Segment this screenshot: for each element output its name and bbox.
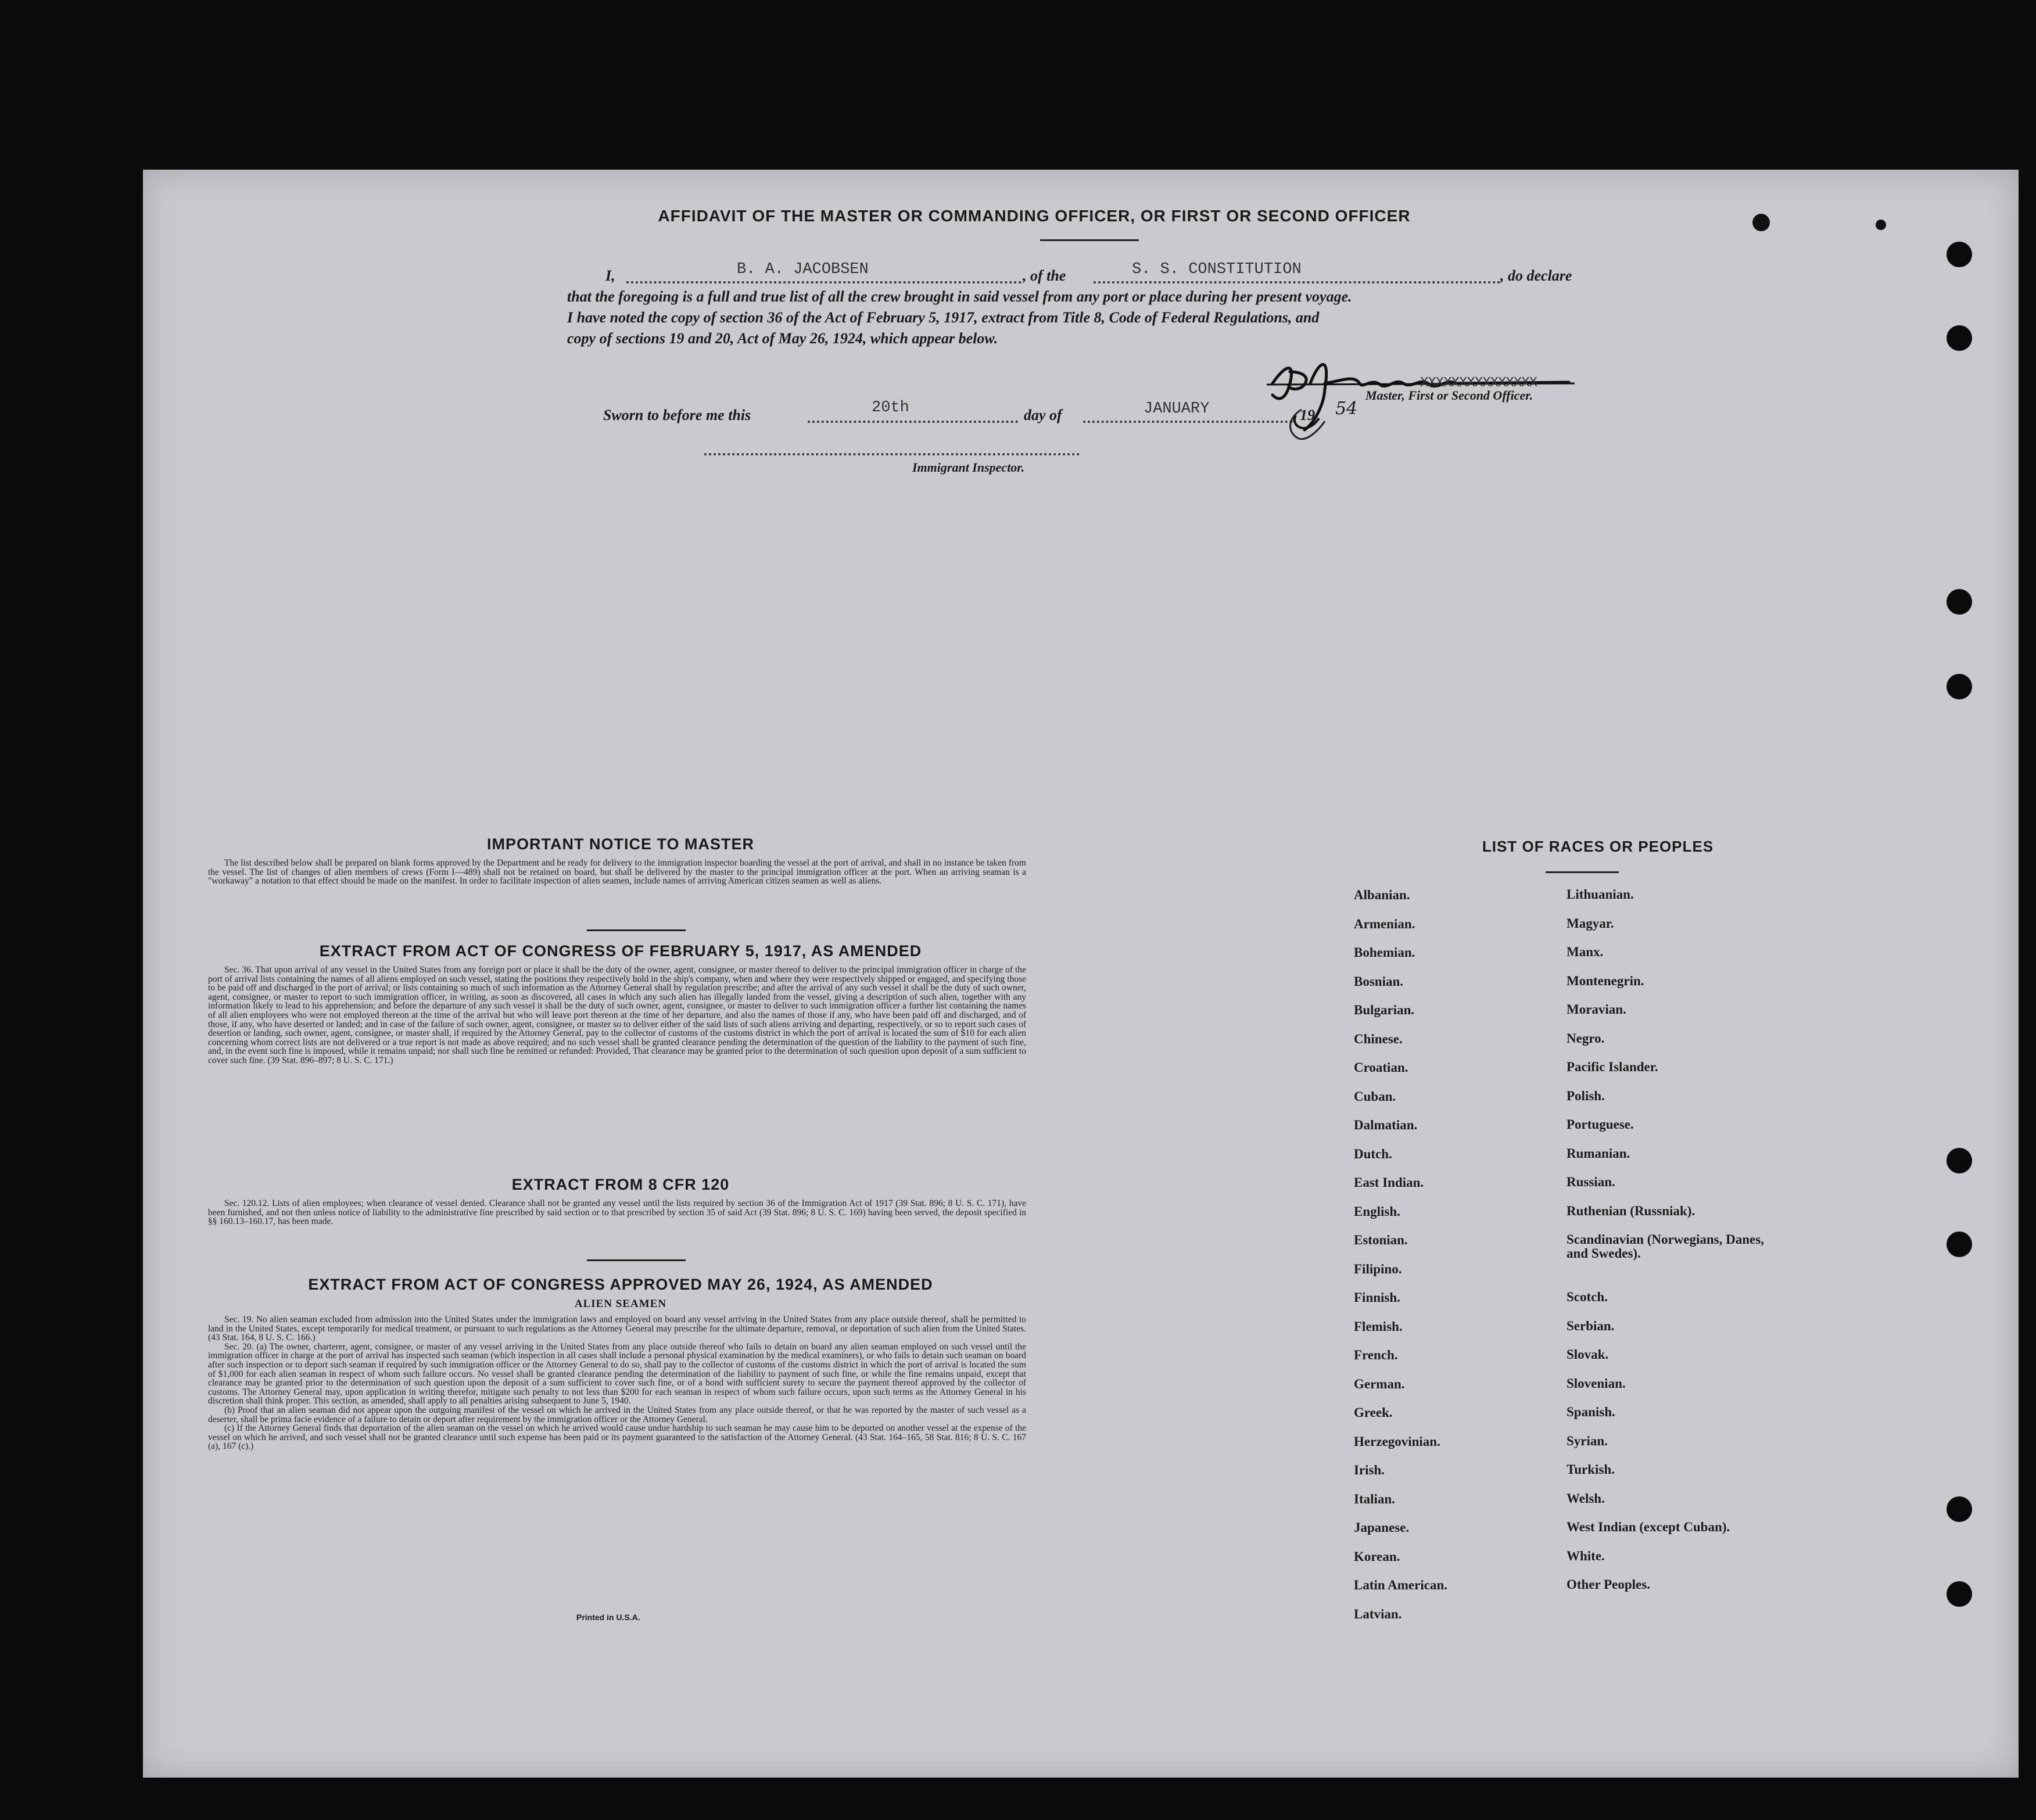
extract1-body <box>208 965 1026 1065</box>
notice-title: IMPORTANT NOTICE TO MASTER <box>487 835 754 853</box>
binder-hole <box>1947 674 1972 699</box>
sworn-month: JANUARY <box>1144 400 1210 418</box>
race-item: Armenian. <box>1354 916 1415 931</box>
race-item: Greek. <box>1354 1405 1393 1420</box>
extract3-subtitle: ALIEN SEAMEN <box>574 1298 667 1310</box>
race-item: Spanish. <box>1567 1405 1615 1419</box>
binder-hole <box>1947 1496 1972 1522</box>
affidavit-line-3: I have noted the copy of section 36 of the Act of February 5, 1917, extract from Title 8, Code of Federal Regulations, and <box>567 309 1320 326</box>
struck-typed-text: XXXXXXXXXXXXXXX <box>1420 375 1537 391</box>
race-item: Dalmatian. <box>1354 1118 1418 1132</box>
extract2-paragraph: Sec. 120.12. Lists of alien employees; when clearance of vessel denied. Clearance shall not be granted any vessel until the lists required by section 36 of the Immigration Act of 1917 (39 Stat. 896; 8 U. S. C. 171), have been furnished, and not then unless notice of liability to the administrative fine prescribed by said section or to that prescribed by section 35 of said Act (39 Stat. 896; 8 U. S. C. 169) having been served, the deposit specified in §§ 160.13–160.17, has been made. <box>208 1198 1026 1227</box>
race-item: Scandinavian (Norwegians, Danes, and Swedes). <box>1567 1232 1764 1261</box>
race-item: French. <box>1354 1348 1398 1362</box>
race-item: White. <box>1567 1548 1605 1563</box>
do-declare-label: , do declare <box>1500 267 1572 284</box>
binder-hole <box>1947 1581 1972 1607</box>
race-item: Korean. <box>1354 1549 1400 1564</box>
binder-hole <box>1947 325 1972 351</box>
race-item: English. <box>1354 1204 1400 1219</box>
races-rule <box>1546 871 1619 873</box>
vessel-name: S. S. CONSTITUTION <box>1132 261 1302 278</box>
race-item: Lithuanian. <box>1567 887 1634 902</box>
ink-blot <box>1752 214 1770 231</box>
notice-body <box>208 859 1026 886</box>
inspector-signature-line <box>704 453 1080 455</box>
race-item: Portuguese. <box>1567 1117 1634 1132</box>
race-item: Polish. <box>1567 1088 1605 1103</box>
inspector-label: Immigrant Inspector. <box>912 460 1025 475</box>
race-item: Other Peoples. <box>1567 1577 1650 1592</box>
race-item: Scotch. <box>1567 1290 1608 1304</box>
race-item: Manx. <box>1567 945 1604 959</box>
race-item: Negro. <box>1567 1031 1605 1046</box>
race-item: Turkish. <box>1567 1462 1615 1477</box>
sworn-day: 20th <box>872 399 909 417</box>
extract3-paragraph-4: (c) If the Attorney General finds that deportation of the alien seaman on the vessel on which he arrived would cause undue hardship to such seaman he may cause him to be deported on another vessel at the expense of the vessel on which he arrived, and such vessel shall not be granted clearance until such expense has been paid or its payment guaranteed to the satisfaction of the Attorney General. (43 Stat. 164–165, 58 Stat. 816; 8 U. S. C. 167 (a), 167 (c).) <box>208 1423 1026 1452</box>
race-item: Albanian. <box>1354 888 1410 902</box>
sworn-month-line <box>1083 421 1292 423</box>
race-item: Moravian. <box>1567 1002 1626 1017</box>
race-item: Bosnian. <box>1354 974 1404 989</box>
race-item: Dutch. <box>1354 1146 1392 1161</box>
race-item: Russian. <box>1567 1175 1615 1189</box>
race-item: East Indian. <box>1354 1175 1424 1190</box>
race-item: Cuban. <box>1354 1089 1396 1104</box>
race-item: Estonian. <box>1354 1233 1408 1247</box>
signer-title: Master, First or Second Officer. <box>1365 388 1533 403</box>
master-name-line <box>626 281 1021 283</box>
race-item: Latin American. <box>1354 1578 1447 1592</box>
vessel-name-line <box>1094 281 1500 283</box>
master-name: B. A. JACOBSEN <box>737 261 869 278</box>
year-prefix: , 19 <box>1292 407 1315 423</box>
extract2-body <box>208 1199 1026 1226</box>
race-item: West Indian (except Cuban). <box>1567 1520 1730 1534</box>
extract2-title: EXTRACT FROM 8 CFR 120 <box>511 1176 730 1193</box>
ink-blot <box>1876 220 1886 230</box>
race-item: Bulgarian. <box>1354 1003 1415 1017</box>
race-item: Irish. <box>1354 1463 1385 1477</box>
race-item: Chinese. <box>1354 1031 1403 1046</box>
race-item: Herzegovinian. <box>1354 1434 1440 1449</box>
sworn-day-line <box>808 421 1018 423</box>
affidavit-i-label: I, <box>605 267 615 284</box>
race-item: Rumanian. <box>1567 1146 1630 1161</box>
extract3-body <box>208 1315 1026 1451</box>
race-item: Slovenian. <box>1567 1376 1626 1391</box>
binder-hole <box>1947 1148 1972 1173</box>
race-item: German. <box>1354 1376 1405 1391</box>
extract1-paragraph: Sec. 36. That upon arrival of any vessel in the United States from any foreign port or place it shall be the duty of the owner, agent, consignee, or master thereof to deliver to the principal immigration officer in charge of the port of arrival lists containing the names of all aliens employed on such vessel, stating the positions they respectively hold in the ship's company, when and where they were respectively shipped or engaged, and specifying those to be paid off and discharged in the port of arrival; or lists containing so much of such information as the Attorney General shall by regulation prescribe; and after the arrival of any such vessel it shall be the duty of such owner, agent, consignee, or master to report to such immigration officer, in writing, as soon as discovered, all cases in which any such alien has illegally landed from the vessel, giving a description of such alien, together with any information likely to lead to his apprehension; and before the departure of any such vessel it shall be the duty of such owner, agent, consignee, or master to deliver to such immigration officer a further list containing the names of all alien employees who were not employed thereon at the time of the arrival but who will leave port thereon at the time of her departure, and also the names of those if any, who have been paid off and discharged, and of those, if any, who have deserted or landed; and in case of the failure of such owner, agent, consignee, or master so to deliver either of the said lists of such aliens arriving and departing, respectively, or so to report such cases of desertion or landing, such owner, agent, consignee, or master shall, if required by the Attorney General, pay to the collector of customs of the customs district in which the port of arrival is located the sum of $10 for each alien concerning whom correct lists are not delivered or a true report is not made as above required; and no such vessel shall be granted clearance pending the determination of the question of the liability to the payment of such fine, and, in the event such fine is imposed, while it remains unpaid; nor shall such fine be remitted or refunded: Provided, That clearance may be granted prior to the determination of such question upon deposit of a sum sufficient to cover such fine. (39 Stat. 896–897; 8 U. S. C. 171.) <box>208 965 1026 1065</box>
race-item: Pacific Islander. <box>1567 1060 1658 1074</box>
race-item: Latvian. <box>1354 1606 1402 1621</box>
race-item: Flemish. <box>1354 1319 1403 1334</box>
binder-hole <box>1947 1232 1972 1257</box>
extract3-title: EXTRACT FROM ACT OF CONGRESS APPROVED MAY 26, 1924, AS AMENDED <box>308 1276 933 1293</box>
year-handwritten: 54 <box>1335 399 1358 419</box>
race-item: Ruthenian (Russniak). <box>1567 1203 1696 1218</box>
race-item: Welsh. <box>1567 1491 1605 1506</box>
race-item: Magyar. <box>1567 916 1614 931</box>
title-rule <box>1040 239 1139 241</box>
race-item: Syrian. <box>1567 1433 1608 1448</box>
notice-paragraph: The list described below shall be prepared on blank forms approved by the Department and be ready for delivery to the immigration inspector boarding the vessel at the port of arrival, and shall in no instance be taken from the vessel. The list of changes of alien members of crews (Form I—489) shall not be retained on board, but shall be delivered by the master to the principal immigration officer at the port. When an arriving seaman is a "workaway" a notation to that effect should be made on the manifest. In order to facilitate inspection of alien seamen, include names of arriving American citizen seamen as well as aliens. <box>208 858 1026 886</box>
day-of-label: day of <box>1024 407 1062 423</box>
race-item: Filipino. <box>1354 1261 1402 1276</box>
affidavit-line-2: that the foregoing is a full and true list of all the crew brought in said vessel from any port or place during her present voyage. <box>567 288 1352 305</box>
race-item: Montenegrin. <box>1567 973 1644 988</box>
binder-hole <box>1947 242 1972 267</box>
race-item: Finnish. <box>1354 1290 1400 1305</box>
sworn-label: Sworn to before me this <box>603 407 751 423</box>
of-the-label: , of the <box>1023 267 1066 284</box>
race-item: Bohemian. <box>1354 945 1415 960</box>
extract1-title: EXTRACT FROM ACT OF CONGRESS OF FEBRUARY 5, 1917, AS AMENDED <box>319 942 922 960</box>
races-title: LIST OF RACES OR PEOPLES <box>1482 838 1714 855</box>
year-mark <box>1284 407 1336 441</box>
printed-in-usa: Printed in U.S.A. <box>576 1613 640 1622</box>
notice-rule <box>587 929 686 931</box>
binder-hole <box>1947 589 1972 615</box>
race-item: Croatian. <box>1354 1060 1408 1075</box>
extract2-rule <box>587 1259 686 1261</box>
race-item: Serbian. <box>1567 1318 1615 1333</box>
affidavit-title: AFFIDAVIT OF THE MASTER OR COMMANDING OFFICER, OR FIRST OR SECOND OFFICER <box>658 207 1411 225</box>
extract3-paragraph-1: Sec. 19. No alien seaman excluded from admission into the United States under the immigration laws and employed on board any vessel arriving in the United States from any place outside thereof, shall be permitted to land in the United States, except temporarily for medical treatment, or pursuant to such regulations as the Attorney General may prescribe for the ultimate departure, removal, or deportation of such alien from the United States. (43 Stat. 164, 8 U. S. C. 166.) <box>208 1315 1026 1343</box>
affidavit-line-4: copy of sections 19 and 20, Act of May 26, 1924, which appear below. <box>567 330 998 347</box>
extract3-paragraph-3: (b) Proof that an alien seaman did not appear upon the outgoing manifest of the vessel on which he arrived in the United States from any place outside thereof, or that he was reported by the master of such vessel as a deserter, shall be prima facie evidence of a failure to detain or deport after requirement by the immigration officer or the Attorney General. <box>208 1405 1026 1424</box>
race-item: Japanese. <box>1354 1520 1410 1535</box>
extract3-paragraph-2: Sec. 20. (a) The owner, charterer, agent, consignee, or master of any vessel arriving in the United States from any place outside thereof who fails to detain on board any alien seaman employed on such vessel until the immigration officer in charge at the port of arrival has inspected such seaman (which inspection in all cases shall include a personal physical examination by the medical examiners), or who fails to detain such seaman on board after such inspection or to deport such seaman if required by such immigration officer or the Attorney General to do so, shall pay to the collector of customs of the customs district in which the port of arrival is located the sum of $1,000 for each alien seaman in respect of whom such failure occurs. No vessel shall be granted clearance pending the determination of the liability to payment of such fine, or while the fine remains unpaid, except that clearance may be granted prior to the determination of such question upon the deposit of a sum sufficient to cover such fine, or of a bond with sufficient surety to secure the payment thereof approved by the collector of customs. The Attorney General may, upon application in writing therefor, mitigate such penalty to not less than $200 for each seaman in respect of whom such failure occurs, upon such terms as the Attorney General in his discretion shall think proper. This section, as amended, shall apply to all penalties arising subsequent to June 5, 1940. <box>208 1341 1026 1406</box>
race-item: Slovak. <box>1567 1347 1609 1362</box>
race-item: Italian. <box>1354 1491 1395 1506</box>
